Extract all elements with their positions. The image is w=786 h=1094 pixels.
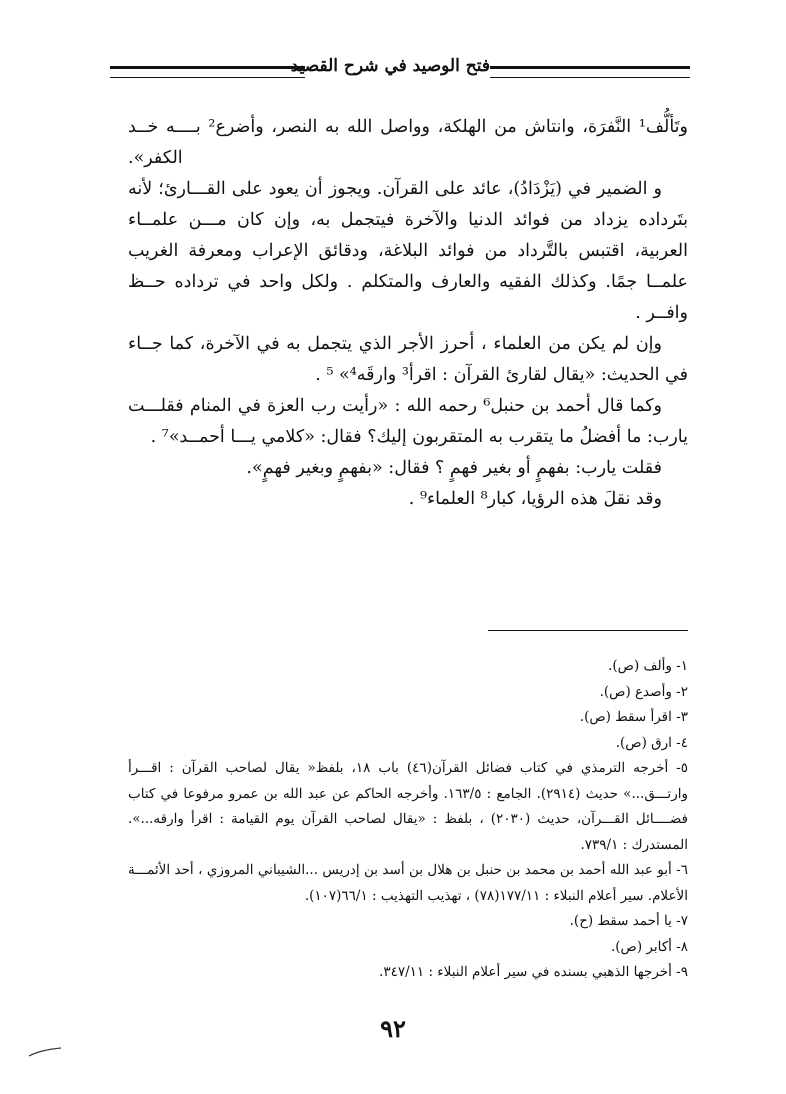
body-text <box>128 112 688 515</box>
footnote: ٦- أبو عبد الله أحمد بن محمد بن حنبل بن هلال بن أسد بن إدريس ...الشيباني المروزي ، أحد الأئمـــة الأعلام. سير أعلام النبلاء : ١٧٧/١١(٧٨) ، تهذيب التهذيب : ٦٦/١(١٠٧). <box>128 862 688 904</box>
footnote: ٥- أخرجه الترمذي في كتاب فضائل القرآن(٤٦) باب ١٨، بلفظ« يقال لصاحب القرآن : اقـــرأ وارتـــق...» حديث (٢٩١٤). الجامع : ١٦٣/٥. وأخرجه الحاكم عن عبد الله بن عمرو مرفوعا في كتاب فضــــائل القـــرآن، حديث (٢٠٣٠) ، بلفظ : «يقال لصاحب القرآن يوم القيامة : اقرأ وارقه...». المستدرك : ٧٣٩/١. <box>128 760 688 853</box>
footnote: ٩- أخرجها الذهبي بسنده في سير أعلام النبلاء : ٣٤٧/١١. <box>379 964 688 980</box>
body-paragraph: وقد نقلَ هذه الرؤيا، كبار⁸ العلماء⁹ . <box>408 489 662 509</box>
footnote: ٧- يا أحمد سقط (ح). <box>569 913 688 929</box>
footnote: ٤- ارق (ص). <box>615 734 688 751</box>
body-paragraph: و الضمير في (يَزْدَادُ)، عائد على القرآن. ويجوز أن يعود على القـــارئ؛ لأنه بتَرداده يزداد من فوائد الدنيا والآخرة فيتجمل به، وإن كان مـــن علمــاء العربية، اقتبس بالتَّرداد من فوائد البلاغة، ودقائق الإعراب ومعرفة الغريب علمــا جمًا. وكذلك الفقيه والعارف والمتكلم . ولكل واحد في ترداده حــظ وافــر . <box>128 179 688 323</box>
body-paragraph: وكما قال أحمد بن حنبل⁶ رحمه الله : «رأيت رب العزة في المنام فقلـــت يارب: ما أفضلُ ما يتقرب به المتقربون إليك؟ فقال: «كلامي يـــا أحمــد»⁷ . <box>128 396 688 447</box>
body-paragraph: فقلت يارب: بفهمٍ أو بغير فهمٍ ؟ فقال: «بفهمٍ وبغير فهمٍ». <box>246 458 662 478</box>
page-number: ٩٢ <box>380 1014 406 1043</box>
footnote: ١- وألف (ص). <box>608 658 688 674</box>
body-paragraph: وتَألُّف¹ النَّفرَة، وانتاش من الهلكة، وواصل الله به النصر، وأضرع² بــــه خــد الكفر». <box>128 117 688 168</box>
header-rule-left <box>110 66 305 78</box>
header-rule-right <box>490 66 690 78</box>
header-title: فتح الوصيد في شرح القصيد <box>290 56 490 76</box>
running-header <box>110 52 690 92</box>
body-paragraph: وإن لم يكن من العلماء ، أحرز الأجر الذي يتجمل به في الآخرة، كما جــاء في الحديث: «يقال لقارئ القرآن : اقرأ³ وارقَه⁴» ⁵ . <box>128 334 688 385</box>
footnote: ٣- اقرأ سقط (ص). <box>579 709 688 725</box>
footnotes <box>128 654 688 986</box>
footnote-separator <box>488 630 688 631</box>
footnote: ٨- أكابر (ص). <box>610 938 688 955</box>
scan-mark-icon <box>28 1046 62 1058</box>
footnote: ٢- وأصدع (ص). <box>599 683 688 700</box>
